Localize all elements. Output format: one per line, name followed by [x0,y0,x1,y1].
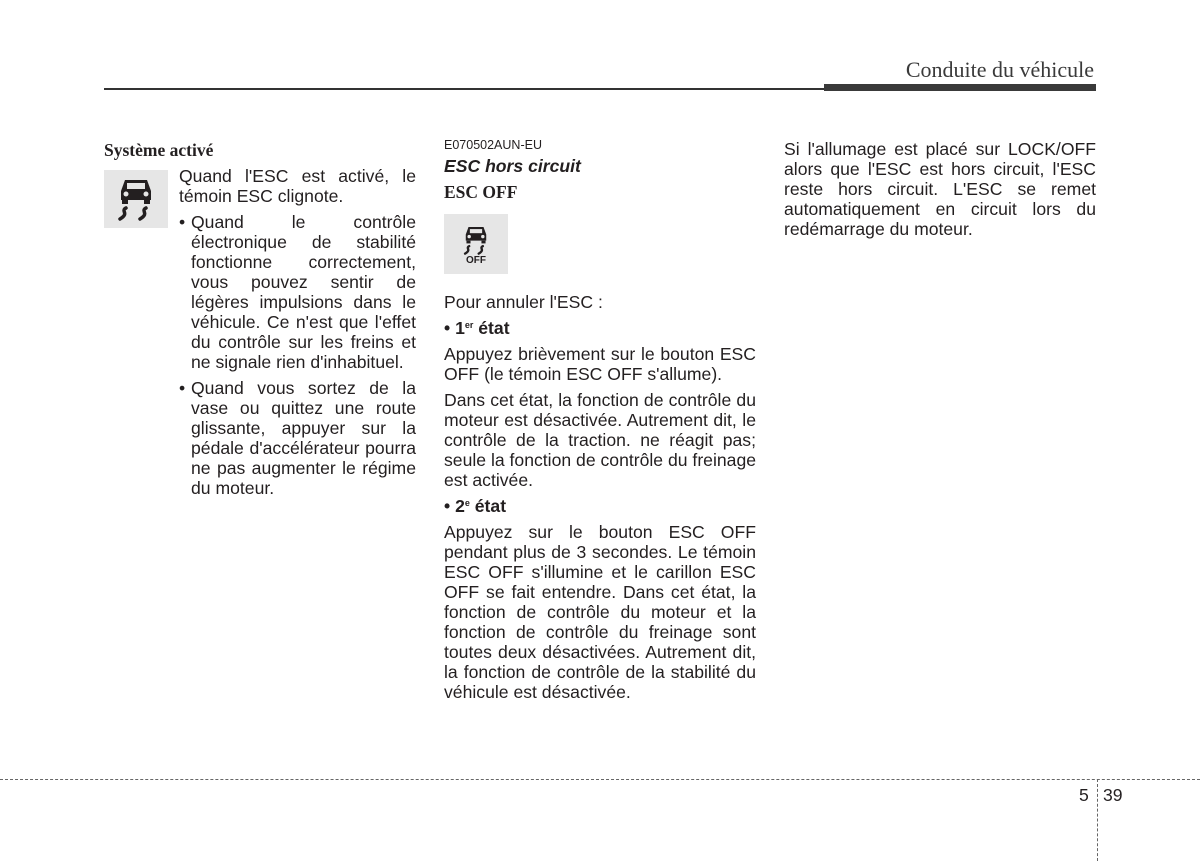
footer-rule [0,779,1200,780]
car-skid-icon [114,175,158,223]
section-heading: Système activé [104,140,214,160]
running-header: Conduite du véhicule [905,57,1094,82]
section-subtitle: ESC hors circuit [444,156,581,176]
section-code: E070502AUN-EU [444,138,542,152]
bullet-text: Quand vous sortez de la vase ou quittez une route glissante, appuyer sur la pédale d'accélérateur pourra ne pas augmenter le régime du moteur. [191,378,416,498]
footer-divider [1097,779,1098,861]
esc-skid-icon [104,170,168,228]
header-rule [104,88,824,90]
section-heading: ESC OFF [444,182,518,202]
header-rule-accent [824,84,1096,91]
list-item: • Quand le contrôle électronique de stabilité fonctionne correctement, vous pouvez sentir de légères impulsions dans le véhicule. Ce n'est que l'effet du contrôle sur les freins et ne signale rien d'inhabituel. [179,212,416,372]
paragraph: Si l'allumage est placé sur LOCK/OFF alors que l'ESC est hors circuit, l'ESC reste hors circuit. L'ESC se remet automatiquement en circuit lors du redémarrage du moteur. [784,139,1096,239]
state-1-paragraph: Dans cet état, la fonction de contrôle du moteur est désactivée. Autrement dit, le contrôle de la traction. ne réagit pas; seule la fonction de contrôle du freinage est activée. [444,390,757,490]
page-number: 39 [1103,785,1123,805]
off-label: OFF [466,254,486,266]
chapter-number: 5 [1079,785,1089,805]
state-2-heading: • 2e état [444,496,507,516]
list-item: • Quand vous sortez de la vase ou quittez une route glissante, appuyer sur la pédale d'accélérateur pourra ne pas augmenter le régime du moteur. [179,378,416,498]
bullet-text: Quand le contrôle électronique de stabilité fonctionne correctement, vous pouvez sentir de légères impulsions dans le véhicule. Ce n'est que l'effet du contrôle sur les freins et ne signale rien d'inhabituel. [191,212,416,372]
state-2-paragraph: Appuyez sur le bouton ESC OFF pendant plus de 3 secondes. Le témoin ESC OFF s'illumine et le carillon ESC OFF se fait entendre. Dans cet état, la fonction de contrôle du moteur et la fonction de contrôle du freinage sont toutes deux désactivées. Autrement dit, la fonction de contrôle de la stabilité du véhicule est désactivée. [444,522,756,702]
intro-paragraph: Pour annuler l'ESC : [444,292,603,312]
state-1-heading: • 1er état [444,318,510,338]
state-1-paragraph: Appuyez brièvement sur le bouton ESC OFF (le témoin ESC OFF s'allume). [444,344,756,384]
esc-off-icon [444,214,508,274]
intro-paragraph: Quand l'ESC est activé, le témoin ESC clignote. [179,166,416,206]
column-3 [784,139,1096,239]
car-skid-icon [461,223,491,257]
